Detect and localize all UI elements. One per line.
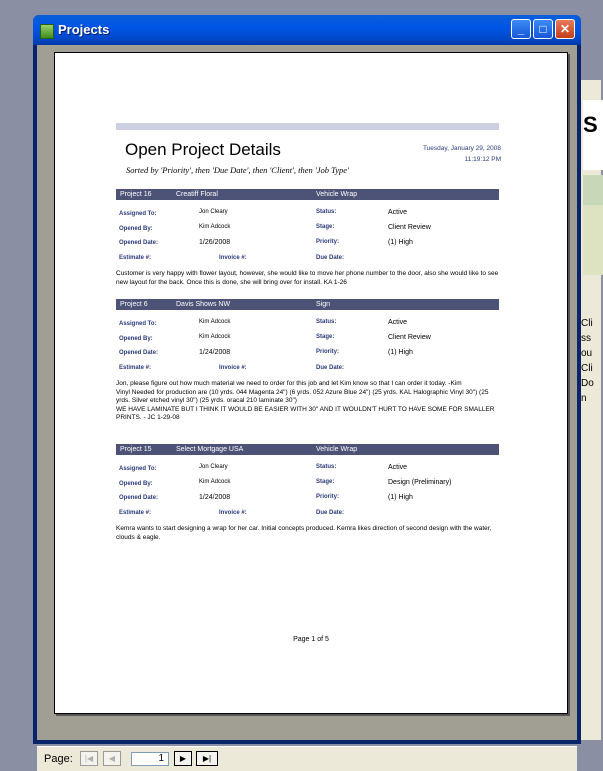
report-title: Open Project Details bbox=[125, 140, 281, 159]
opened-date-value: 1/24/2008 bbox=[199, 494, 231, 501]
status-value: Active bbox=[388, 464, 408, 471]
background-line: Cli bbox=[581, 363, 593, 374]
close-button[interactable]: ✕ bbox=[555, 19, 575, 39]
estimate-label: Estimate #: bbox=[119, 255, 152, 261]
priority-label: Priority: bbox=[316, 349, 340, 355]
priority-label: Priority: bbox=[316, 494, 340, 500]
invoice-label: Invoice #: bbox=[219, 255, 247, 261]
background-band bbox=[583, 205, 603, 275]
next-page-button[interactable]: ▶ bbox=[174, 751, 192, 766]
sort-description: Sorted by 'Priority', then 'Due Date', then 'Client', then 'Job Type' bbox=[126, 165, 349, 175]
stage-label: Stage: bbox=[316, 224, 335, 230]
background-heading: S bbox=[583, 112, 598, 137]
project-notes: Kemra wants to start designing a wrap for her car. Initial concepts produced. Kemra likes direction of second design with the water, clouds & eagle. bbox=[116, 525, 492, 541]
project-header-band bbox=[116, 299, 499, 310]
minimize-button[interactable]: _ bbox=[511, 19, 531, 39]
status-value: Active bbox=[388, 319, 408, 326]
opened-date-value: 1/26/2008 bbox=[199, 239, 231, 246]
background-line: ss bbox=[581, 333, 591, 344]
opened-date-label: Opened Date: bbox=[119, 240, 159, 246]
assigned-to-label: Assigned To: bbox=[119, 211, 157, 217]
previous-page-button[interactable]: ◀ bbox=[103, 751, 121, 766]
report-time: 11:19:12 PM bbox=[464, 156, 501, 163]
project-client: Davis Shows NW bbox=[176, 301, 231, 308]
assigned-to-value: Jon Cleary bbox=[199, 209, 228, 215]
report-icon bbox=[40, 24, 54, 39]
page-footer: Page 1 of 5 bbox=[293, 636, 329, 643]
last-page-button[interactable]: ▶| bbox=[196, 751, 218, 766]
project-notes: Customer is very happy with flower layout, however, she would like to move her phone number to the door, also she would like to see new layout for the back. Once this is done, she will bring over for install. KA 1-26 bbox=[116, 270, 499, 286]
opened-by-value: Kim Adcock bbox=[199, 334, 231, 340]
project-number: Project 6 bbox=[120, 301, 148, 308]
priority-value: (1) High bbox=[388, 349, 413, 356]
project-job-type: Sign bbox=[316, 301, 331, 308]
assigned-to-value: Kim Adcock bbox=[199, 319, 231, 325]
report-date: Tuesday, January 29, 2008 bbox=[422, 145, 501, 152]
opened-by-label: Opened By: bbox=[119, 336, 153, 342]
project-section bbox=[116, 189, 499, 286]
opened-by-label: Opened By: bbox=[119, 481, 153, 487]
assigned-to-label: Assigned To: bbox=[119, 466, 157, 472]
first-page-button[interactable]: |◀ bbox=[80, 751, 98, 766]
status-value: Active bbox=[388, 209, 408, 216]
project-section bbox=[116, 299, 499, 421]
status-label: Status: bbox=[316, 209, 337, 215]
project-job-type: Vehicle Wrap bbox=[316, 446, 358, 453]
stage-value: Client Review bbox=[388, 334, 431, 341]
page-number-input[interactable]: 1 bbox=[131, 752, 169, 766]
priority-label: Priority: bbox=[316, 239, 340, 245]
estimate-label: Estimate #: bbox=[119, 365, 152, 371]
invoice-label: Invoice #: bbox=[219, 365, 247, 371]
status-label: Status: bbox=[316, 319, 337, 325]
invoice-label: Invoice #: bbox=[219, 510, 247, 516]
opened-by-value: Kim Adcock bbox=[199, 224, 231, 230]
opened-by-value: Kim Adcock bbox=[199, 479, 231, 485]
estimate-label: Estimate #: bbox=[119, 510, 152, 516]
report-datetime bbox=[423, 143, 501, 165]
due-date-label: Due Date: bbox=[316, 255, 345, 261]
background-band bbox=[583, 175, 603, 205]
title-bar[interactable] bbox=[33, 15, 581, 45]
background-line: ou bbox=[581, 348, 593, 359]
stage-value: Client Review bbox=[388, 224, 431, 231]
stage-label: Stage: bbox=[316, 334, 335, 340]
stage-label: Stage: bbox=[316, 479, 335, 485]
project-header-band bbox=[116, 444, 499, 455]
navigation-bar bbox=[37, 746, 577, 771]
project-job-type: Vehicle Wrap bbox=[316, 191, 358, 198]
header-rule bbox=[116, 123, 499, 130]
maximize-button[interactable]: □ bbox=[533, 19, 553, 39]
opened-by-label: Opened By: bbox=[119, 226, 153, 232]
opened-date-label: Opened Date: bbox=[119, 350, 159, 356]
background-line: n bbox=[581, 393, 587, 404]
page-label: Page: bbox=[44, 753, 73, 765]
project-section bbox=[116, 444, 499, 541]
project-header-band bbox=[116, 189, 499, 200]
background-line: Cli bbox=[581, 318, 593, 329]
assigned-to-value: Jon Cleary bbox=[199, 464, 228, 470]
project-client: Select Mortgage USA bbox=[176, 446, 244, 453]
priority-value: (1) High bbox=[388, 494, 413, 501]
status-label: Status: bbox=[316, 464, 337, 470]
report-window bbox=[33, 15, 581, 765]
report-page bbox=[54, 52, 568, 714]
project-number: Project 16 bbox=[120, 191, 152, 198]
opened-date-label: Opened Date: bbox=[119, 495, 159, 501]
assigned-to-label: Assigned To: bbox=[119, 321, 157, 327]
due-date-label: Due Date: bbox=[316, 365, 345, 371]
due-date-label: Due Date: bbox=[316, 510, 345, 516]
project-notes: Jon, please figure out how much material we need to order for this job and let Kim know so that I can order it today. -Kim Vinyl Needed for production are (10 yrds. 044 Magenta 24") (6 yrds. 052 Azure Blue 24") (25 yrds. KAL Halographic Vinyl 30") (25 yrds. Silver etched vinyl 30") (25 yrds. oracal 210 laminate 30") WE HAVE LAMINATE BUT I THINK IT WOULD BE EASIER WITH 30" AND IT WOULDN'T HURT TO HAVE SOME FOR SMALLER PRINTS. - JC 1-29-08 bbox=[116, 380, 495, 421]
priority-value: (1) High bbox=[388, 239, 413, 246]
preview-area bbox=[37, 45, 577, 765]
background-line: Do bbox=[581, 378, 594, 389]
opened-date-value: 1/24/2008 bbox=[199, 349, 231, 356]
project-number: Project 15 bbox=[120, 446, 152, 453]
stage-value: Design (Preliminary) bbox=[388, 479, 452, 486]
window-title: Projects bbox=[58, 22, 110, 37]
project-client: Creatiff Floral bbox=[176, 191, 218, 198]
